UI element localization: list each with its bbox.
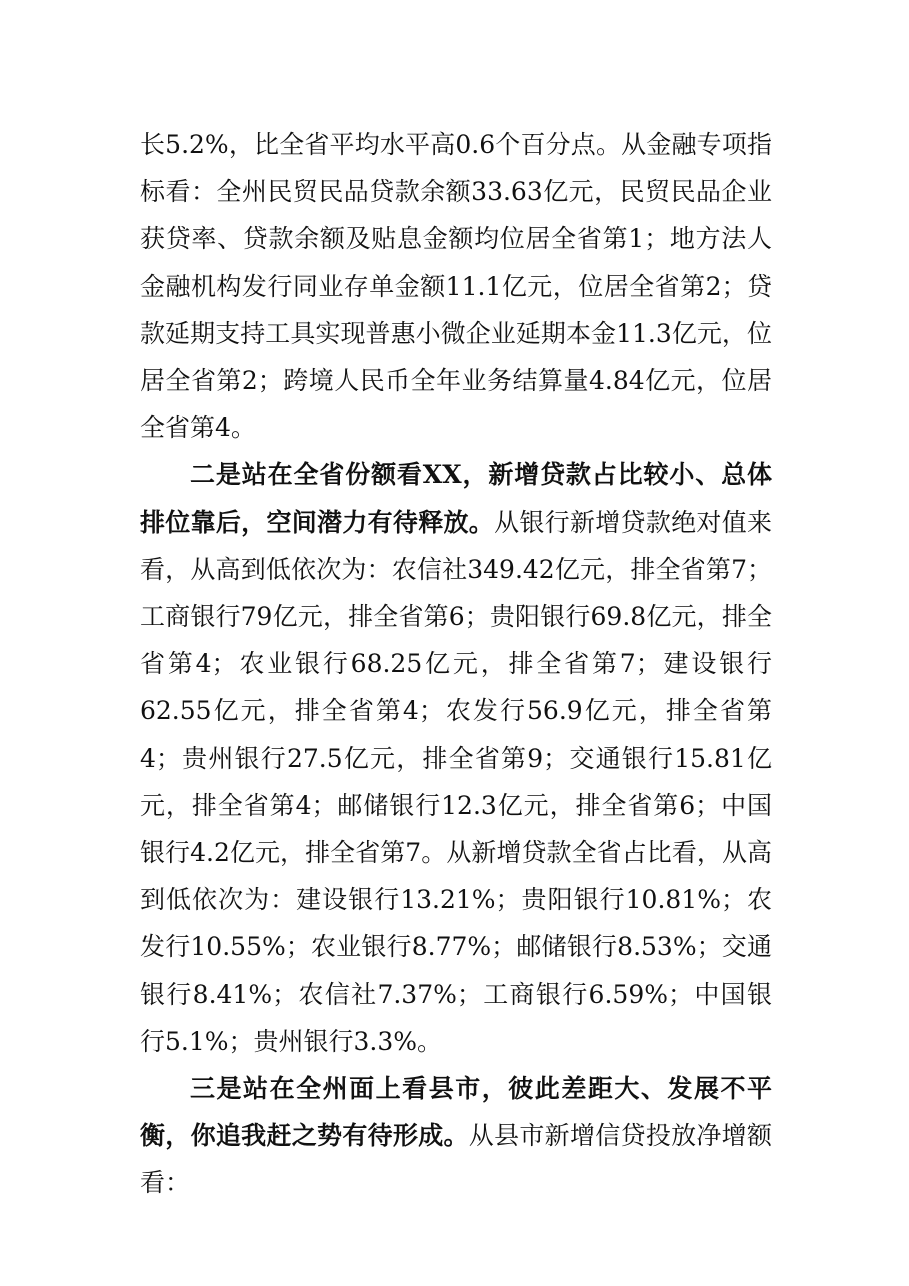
paragraph-text: 从银行新增贷款绝对值来看，从高到低依次为：农信社349.42亿元，排全省第7；工商银行79亿元，排全省第6；贵阳银行69.8亿元，排全省第4；农业银行68.25亿元，排全省第7；建设银行62.55亿元，排全省第4；农发行56.9亿元，排全省第4；贵州银行27.5亿元，排全省第9；交通银行15.81亿元，排全省第4；邮储银行12.3亿元，排全省第6；中国银行4.2亿元，排全省第7。从新增贷款全省占比看，从高到低依次为：建设银行13.21%；贵阳银行10.81%；农发行10.55%；农业银行8.77%；邮储银行8.53%；交通银行8.41%；农信社7.37%；工商银行6.59%；中国银行5.1%；贵州银行3.3%。 <box>140 507 772 1056</box>
document-body <box>140 121 772 1207</box>
paragraph-text: 从县市新增信贷投放净增额看： <box>140 1121 772 1198</box>
paragraph-continuation <box>140 121 772 451</box>
paragraph-text: 长5.2%，比全省平均水平高0.6个百分点。从金融专项指标看：全州民贸民品贷款余额33.63亿元，民贸民品企业获贷率、贷款余额及贴息金额均位居全省第1；地方法人金融机构发行同业存单金额11.1亿元，位居全省第2；贷款延期支持工具实现普惠小微企业延期本金11.3亿元，位居全省第2；跨境人民币全年业务结算量4.84亿元，位居全省第4。 <box>140 130 772 443</box>
paragraph-section-two <box>140 451 772 1065</box>
section-three-lead: 三是站在全州面上看县市，彼此差距大、发展不平衡，你追我赶之势有待形成。 <box>140 1074 772 1151</box>
paragraph-section-three <box>140 1065 772 1207</box>
section-two-lead: 二是站在全省份额看XX，新增贷款占比较小、总体排位靠后，空间潜力有待释放。 <box>140 460 772 537</box>
